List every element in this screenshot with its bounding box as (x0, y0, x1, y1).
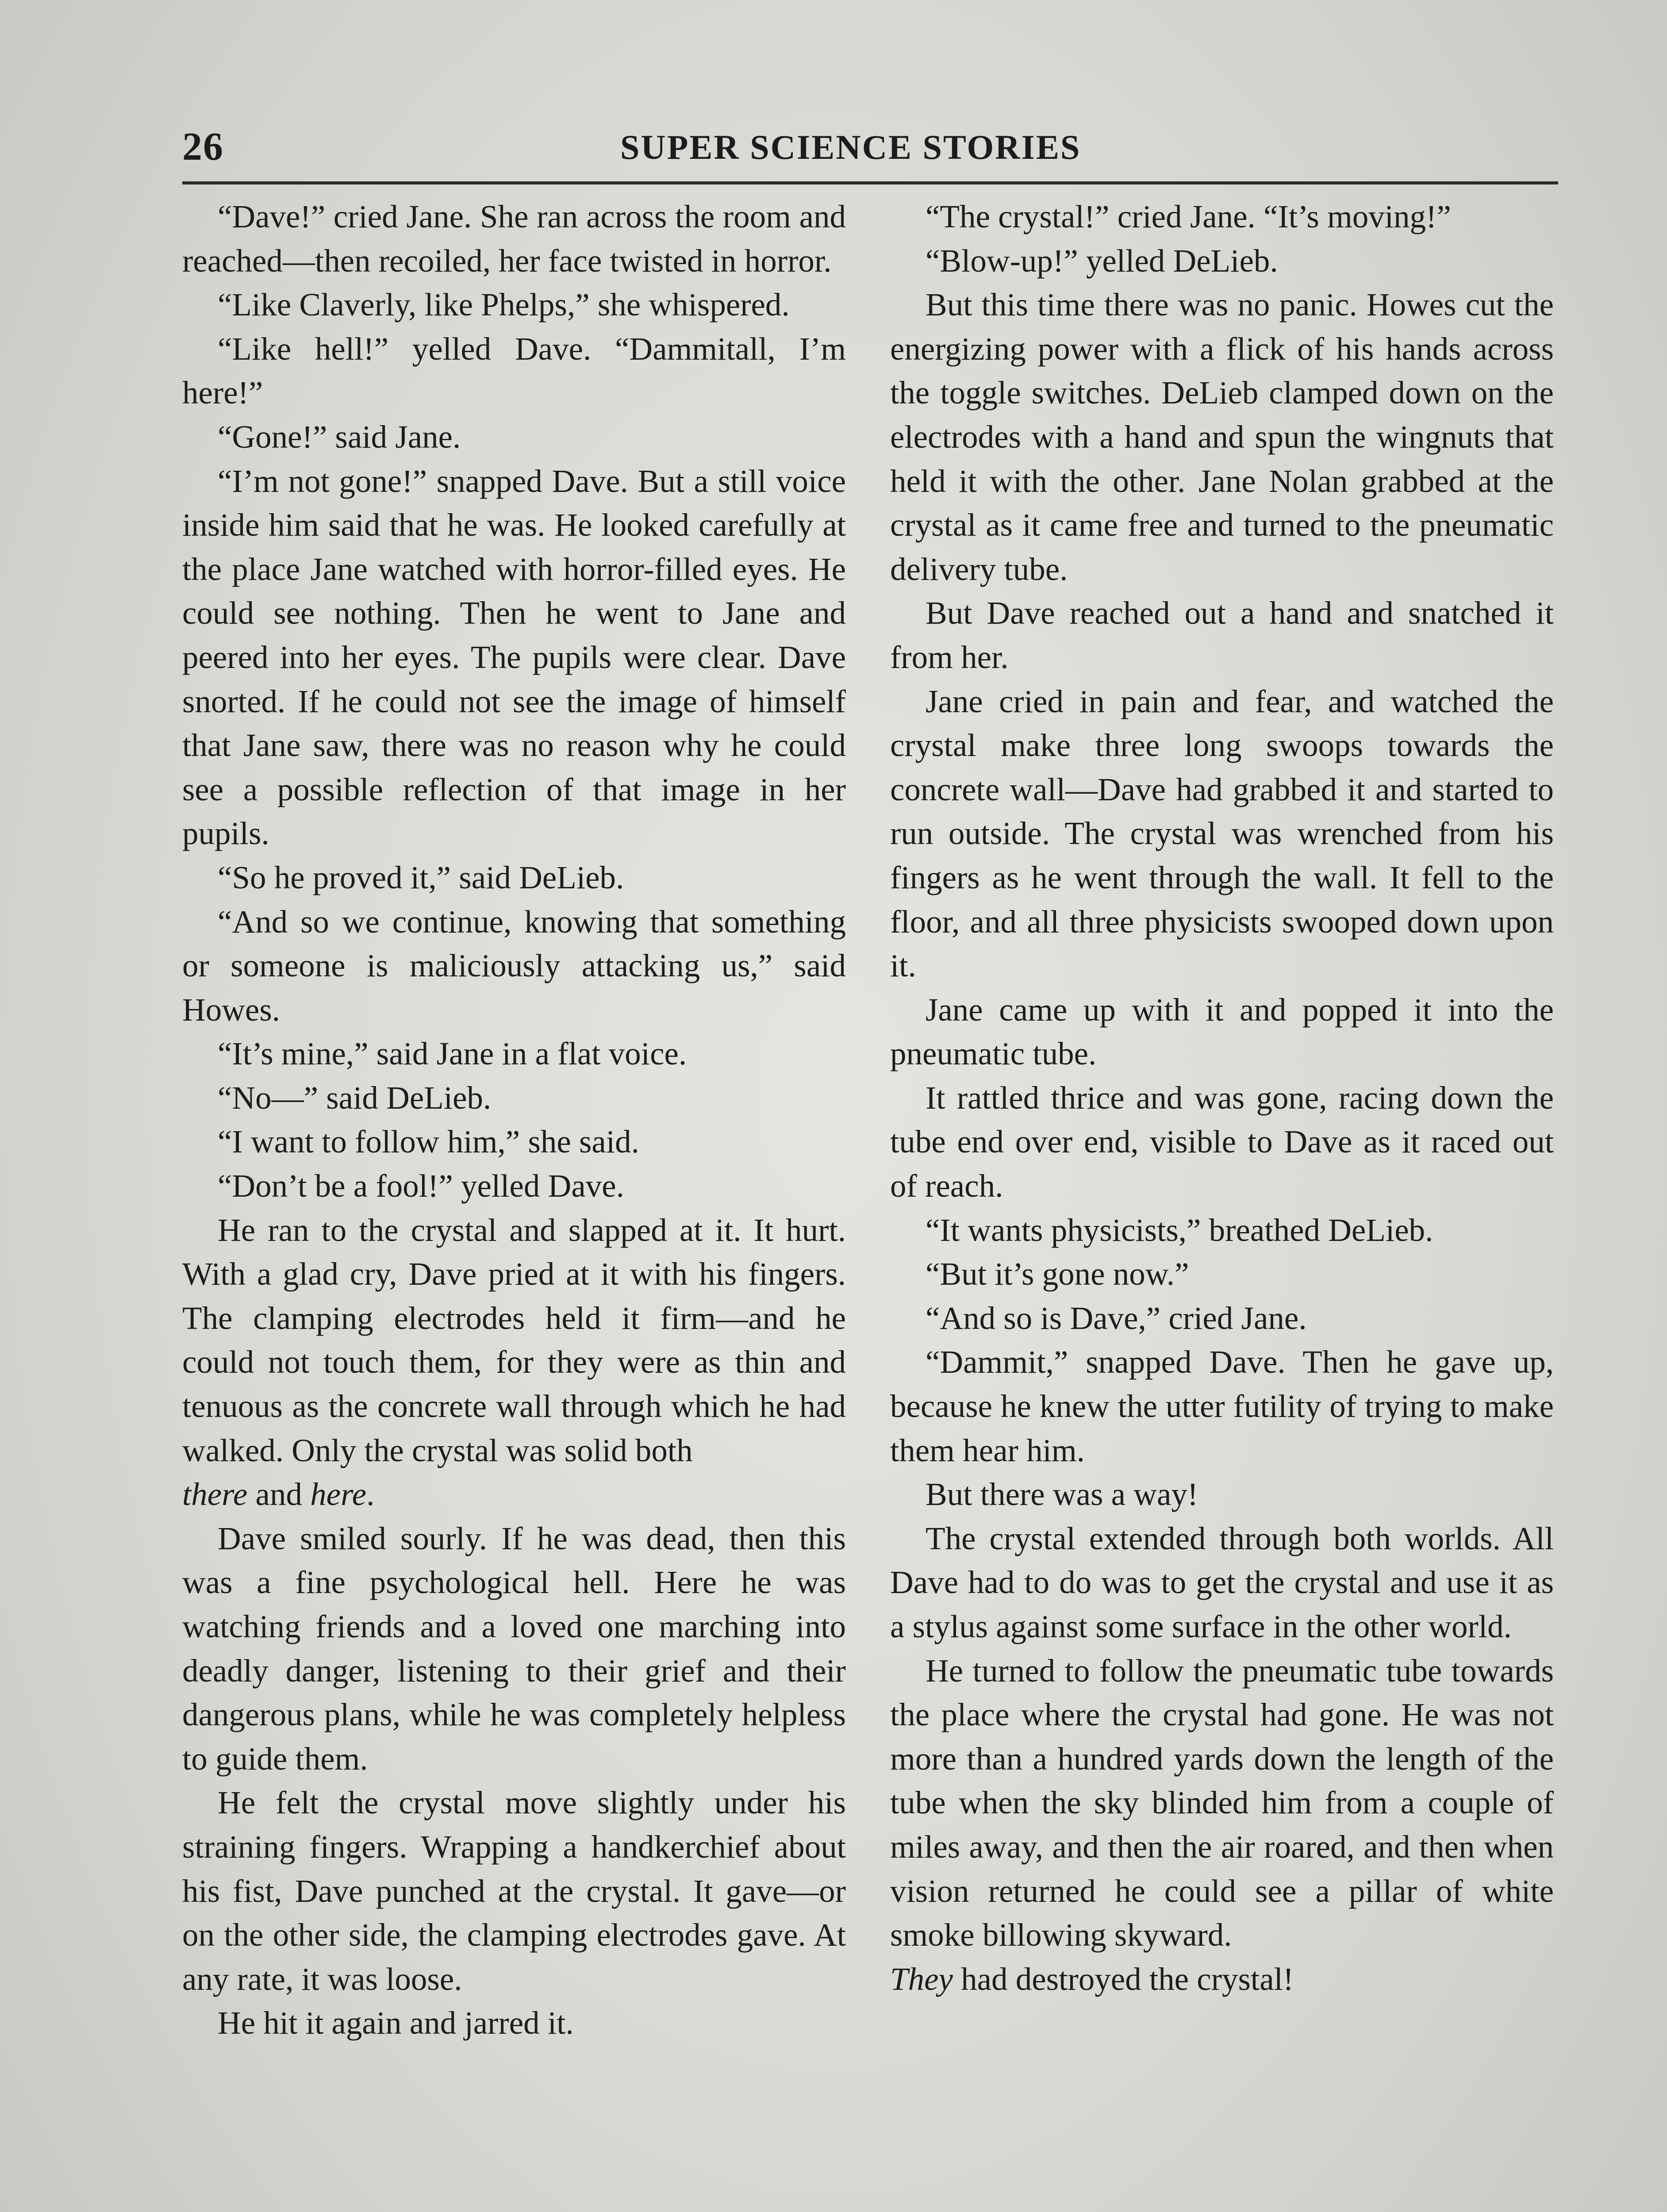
paragraph: It rattled thrice and was gone, racing down the tube end over end, visible to Dave as it raced out of reach. (890, 1079, 1554, 1204)
paragraph: “No—” said DeLieb. (218, 1079, 492, 1116)
paragraph: The crystal extended through both worlds. All Dave had to do was to get the crystal and use it as a stylus against some surface in the other world. (890, 1520, 1554, 1644)
paragraph: He hit it again and jarred it. (218, 2005, 574, 2041)
magazine-title: SUPER SCIENCE STORIES (620, 128, 1081, 166)
paragraph: Dave smiled sourly. If he was dead, then this was a fine psychological hell. Here he was watching friends and a loved one marching into deadly danger, listening to their grief and their dangerous plans, while he was completely helpless to guide them. (182, 1520, 846, 1777)
paragraph: “Don’t be a fool!” yelled Dave. (218, 1168, 624, 1204)
paragraph: Jane came up with it and popped it into the pneumatic tube. (890, 991, 1554, 1072)
text-and: and (247, 1476, 311, 1513)
italic-there: there (182, 1476, 248, 1513)
italic-here: here (310, 1476, 367, 1513)
paragraph-continuation (182, 1472, 846, 1517)
paragraph: “Dave!” cried Jane. She ran across the room and reached—then recoiled, her face twisted in horror. (182, 199, 846, 279)
text-final: had destroyed the crystal! (953, 1961, 1294, 1997)
paragraph: Jane cried in pain and fear, and watched the crystal make three long swoops towards the concrete wall—Dave had grabbed it and started to run outside. The crystal was wrenched from his fingers as he went through the wall. It fell to the floor, and all three physicists swooped down upon it. (890, 683, 1554, 984)
header-rule (182, 181, 1558, 184)
paragraph: “And so we continue, knowing that something or someone is maliciously attacking us,” said Howes. (182, 903, 846, 1028)
paragraph: “And so is Dave,” cried Jane. (926, 1300, 1307, 1336)
paragraph: “Dammit,” snapped Dave. Then he gave up, because he knew the utter futility of trying to make them hear him. (890, 1344, 1554, 1468)
paragraph: “Gone!” said Jane. (218, 419, 461, 455)
paragraph: “Like hell!” yelled Dave. “Dammitall, I’m here!” (182, 330, 846, 411)
paragraph: “But it’s gone now.” (926, 1256, 1189, 1292)
paragraph: “It wants physicists,” breathed DeLieb. (926, 1212, 1433, 1248)
italic-they: They (890, 1961, 953, 1997)
paragraph: “I’m not gone!” snapped Dave. But a still voice inside him said that he was. He looked carefully at the place Jane watched with horror-filled eyes. He could see nothing. Then he went to Jane and peered into her eyes. The pupils were clear. Dave snorted. If he could not see the image of himself that Jane saw, there was no reason why he could see a possible reflection of that image in her pupils. (182, 463, 846, 852)
right-column (890, 195, 1554, 2001)
paragraph: “Like Claverly, like Phelps,” she whispered. (218, 287, 790, 323)
paragraph: But there was a way! (926, 1476, 1198, 1513)
paragraph: He turned to follow the pneumatic tube towards the place where the crystal had gone. He was not more than a hundred yards down the length of the tube when the sky blinded him from a couple of miles away, and then the air roared, and then when vision returned he could see a pillar of white smoke billowing skyward. (890, 1652, 1554, 1953)
paragraph: “I want to follow him,” she said. (218, 1124, 639, 1160)
page-number: 26 (182, 125, 224, 169)
paragraph: “The crystal!” cried Jane. “It’s moving!” (926, 199, 1451, 234)
paragraph: He felt the crystal move slightly under his straining fingers. Wrapping a handkerchief about his fist, Dave punched at the crystal. It gave—or on the other side, the clamping electrodes gave. At any rate, it was loose. (182, 1785, 846, 1997)
paragraph: He ran to the crystal and slapped at it. It hurt. With a glad cry, Dave pried at it with his fingers. The clamping electrodes held it firm—and he could not touch them, for they were as thin and tenuous as the concrete wall through which he had walked. Only the crystal was solid both (182, 1212, 846, 1468)
page-header (182, 119, 1341, 181)
left-column (182, 195, 846, 2045)
paragraph: But Dave reached out a hand and snatched it from her. (890, 595, 1554, 675)
paragraph: But this time there was no panic. Howes cut the energizing power with a flick of his hands across the toggle switches. DeLieb clamped down on the electrodes with a hand and spun the wingnuts that held it with the other. Jane Nolan grabbed at the crystal as it came free and turned to the pneumatic delivery tube. (890, 287, 1554, 587)
paragraph-continuation (890, 1957, 1554, 2001)
paragraph: “Blow-up!” yelled DeLieb. (926, 242, 1278, 279)
paragraph: “It’s mine,” said Jane in a flat voice. (218, 1036, 687, 1072)
text-period: . (366, 1476, 375, 1513)
paragraph: “So he proved it,” said DeLieb. (218, 859, 624, 895)
